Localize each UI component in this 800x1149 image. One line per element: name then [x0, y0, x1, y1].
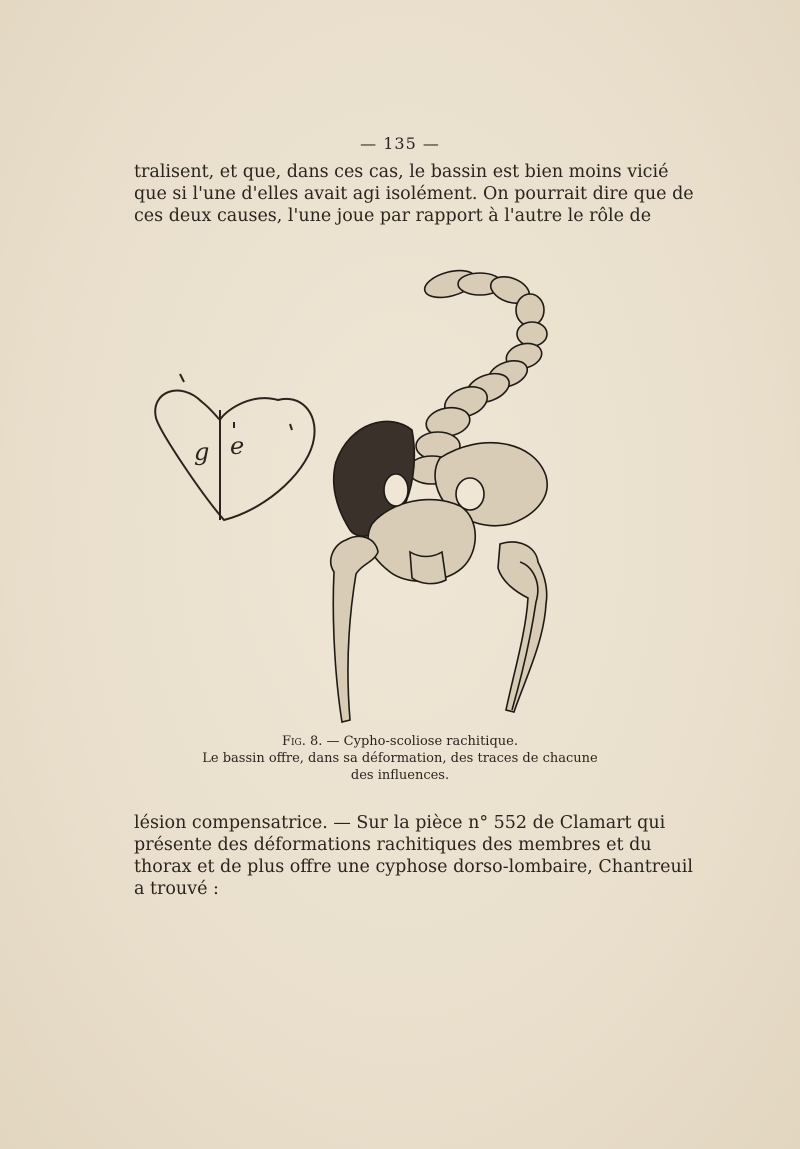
text-line: présente des déformations rachitiques des membres et du: [134, 835, 652, 855]
figure-title: — Cypho-scoliose rachitique.: [322, 734, 518, 749]
femur-left: [331, 536, 378, 722]
paragraph-top: [134, 161, 694, 227]
caption-line-3: des influences.: [350, 768, 450, 783]
caption-line-2: Le bassin offre, dans sa déformation, des traces de chacune: [202, 751, 598, 766]
page-number: — 135 —: [360, 134, 440, 153]
figure-label: Fig. 8.: [281, 734, 323, 749]
sketch-mark-left: g: [194, 438, 210, 466]
caption-line-1: [0, 733, 800, 750]
pelvis-foramen-right: [456, 478, 484, 510]
text-line: que si l'une d'elles avait agi isolément. On pourrait dire que de: [134, 184, 694, 204]
pelvis-foramen-left: [384, 474, 408, 506]
text-line: tralisent, et que, dans ces cas, le bassin est bien moins vicié: [134, 162, 669, 182]
figure-caption: [0, 733, 800, 784]
femur-right: [498, 542, 547, 712]
figure-pelvis-illustration: [150, 262, 570, 724]
text-line: a trouvé :: [134, 879, 219, 899]
paragraph-bottom: [134, 812, 693, 900]
text-line: thorax et de plus offre une cyphose dorso-lombaire, Chantreuil: [134, 857, 693, 877]
skeleton-engraving: [331, 266, 547, 722]
text-line: ces deux causes, l'une joue par rapport à l'autre le rôle de: [134, 206, 652, 226]
text-line: lésion compensatrice. — Sur la pièce n° 552 de Clamart qui: [134, 813, 666, 833]
sketch-mark-right: e: [230, 432, 245, 460]
